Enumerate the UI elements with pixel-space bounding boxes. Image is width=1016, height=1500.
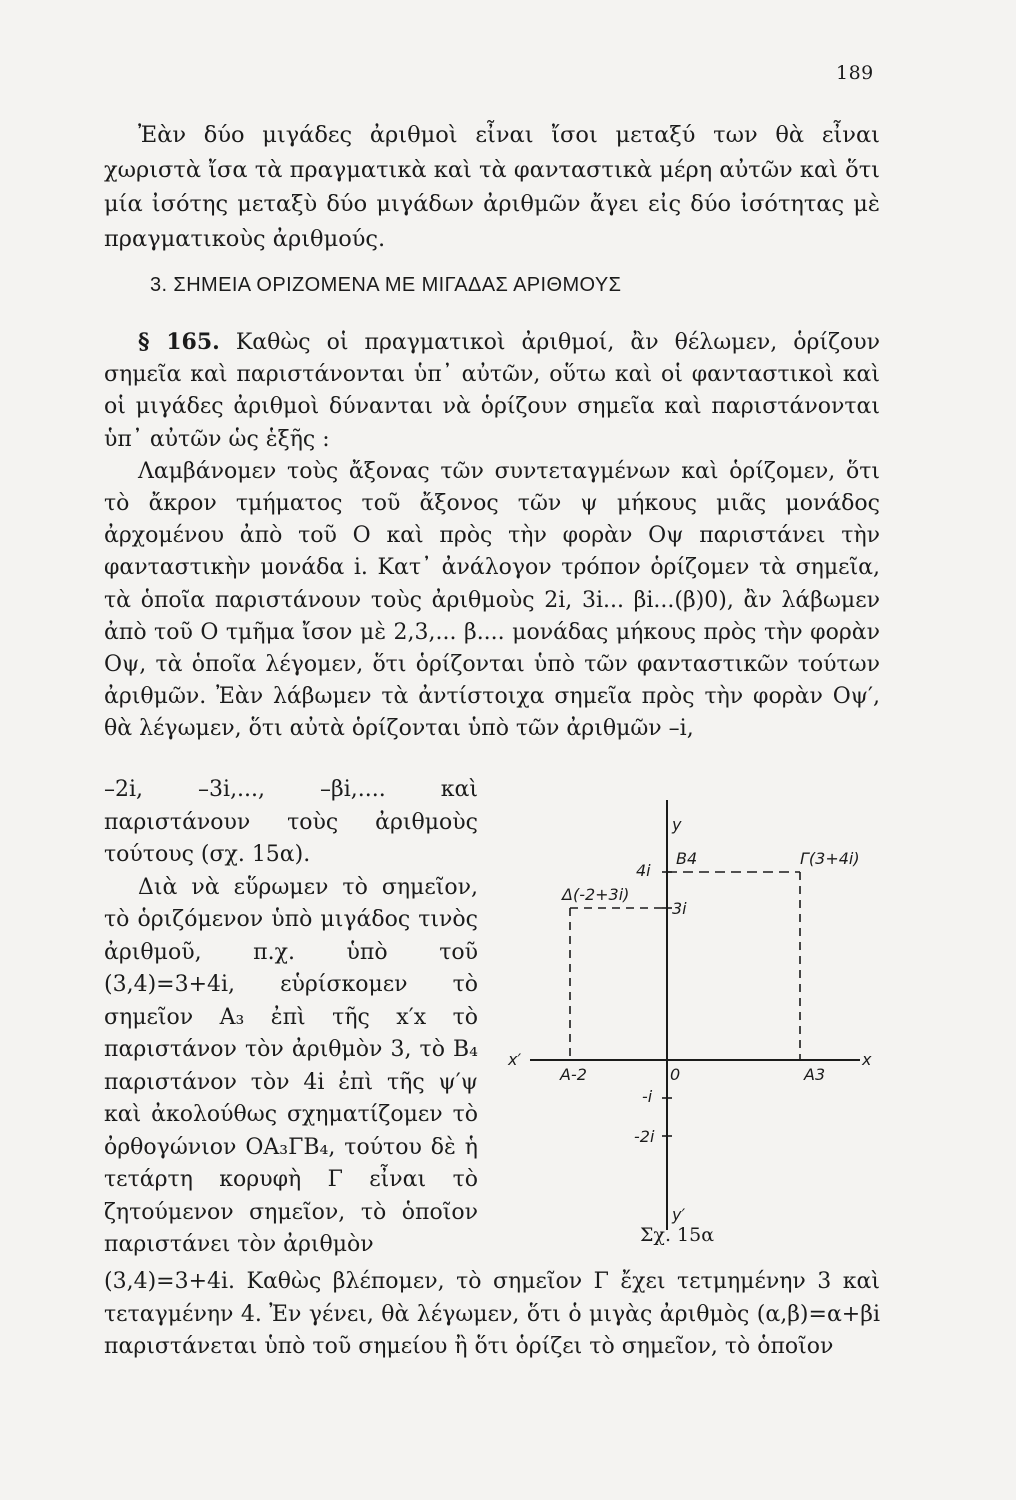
narrow-column <box>104 774 478 1262</box>
tick-label-minus-i: -i <box>642 1087 653 1106</box>
tick-label-4i: 4i <box>636 861 651 880</box>
section-body <box>104 326 880 746</box>
label-b4: B4 <box>676 849 698 868</box>
figure-15a <box>500 780 900 1250</box>
paragraph-165-text: Καθὼς οἱ πραγματικοὶ ἀριθμοί, ἂν θέλωμεν, ὁρίζουν σημεῖα καὶ παριστάνονται ὑπ᾽ αὐτῶν, οὕτω καὶ οἱ φανταστικοὶ καὶ οἱ μιγάδες ἀριθμοὶ δύνανται νὰ ὁρίζουν σημεῖα καὶ παριστάνονται ὑπ᾽ αὐτῶν ὡς ἑξῆς : <box>104 330 880 452</box>
narrow-line-a: –2i, –3i,..., –βi,.... καὶ παριστάνουν τοὺς ἀριθμοὺς τούτους (σχ. 15α). <box>104 777 478 867</box>
label-delta: Δ(-2+3i) <box>562 885 630 904</box>
section-heading: 3. ΣΗΜΕΙΑ ΟΡΙΖΟΜΕΝΑ ΜΕ ΜΙΓΑΔΑΣ ΑΡΙΘΜΟΥΣ <box>150 274 622 296</box>
paragraph-165 <box>104 326 880 456</box>
page-number: 189 <box>836 62 874 84</box>
tail-column <box>104 1266 880 1364</box>
label-y: y <box>672 815 682 834</box>
label-y-prime: y′ <box>672 1205 686 1224</box>
tail-text: (3,4)=3+4i. Καθὼς βλέπομεν, τὸ σημεῖον Γ ἔχει τετμημένην 3 καὶ τεταγμένην 4. Ἐν γένει, θὰ λέγωμεν, ὅτι ὁ μιγὰς ἀριθμὸς (α,β)=α+βi παριστάνεται ὑπὸ τοῦ σημείου ἢ ὅτι ὁρίζει τὸ σημεῖον, τὸ ὁποῖον <box>104 1269 880 1359</box>
complex-plane-diagram <box>500 780 900 1250</box>
paragraph-axes: Λαμβάνομεν τοὺς ἄξονας τῶν συντεταγμένων καὶ ὁρίζομεν, ὅτι τὸ ἄκρον τμήματος τοῦ ἄξονος τῶν ψ μήκους μιᾶς μονάδος ἀρχομένου ἀπὸ τοῦ Ο καὶ πρὸς τὴν φορὰν Οψ παριστάνει τὴν φανταστικὴν μονάδα i. Κατ᾽ ἀνάλογον τρόπον ὁρίζομεν τὰ σημεῖα, τὰ ὁποῖα παριστάνουν τοὺς ἀριθμοὺς 2i, 3i... βi...(β)0), ἂν λάβωμεν ἀπὸ τοῦ Ο τμῆμα ἴσον μὲ 2,3,... β.... μονάδας μήκους πρὸς τὴν φορὰν Οψ, τὰ ὁποῖα λέγομεν, ὅτι ὁρίζονται ὑπὸ τῶν φανταστικῶν τούτων ἀριθμῶν. Ἐὰν λάβωμεν τὰ ἀντίστοιχα σημεῖα πρὸς τὴν φορὰν Οψ′, θὰ λέγωμεν, ὅτι αὐτὰ ὁρίζονται ὑπὸ τῶν ἀριθμῶν –i, <box>104 458 880 742</box>
figure-caption: Σχ. 15α <box>640 1224 715 1246</box>
label-origin: 0 <box>670 1065 681 1084</box>
label-a3: A3 <box>804 1065 826 1084</box>
tick-label-3i: 3i <box>672 899 687 918</box>
section-number: § 165. <box>138 329 220 355</box>
tick-label-minus-2i: -2i <box>634 1127 655 1146</box>
label-gamma: Γ(3+4i) <box>800 849 860 868</box>
paragraph-point: Διὰ νὰ εὕρωμεν τὸ σημεῖον, τὸ ὁριζόμενον ὑπὸ μιγάδος τινὸς ἀριθμοῦ, π.χ. ὑπὸ τοῦ (3,4)=3+4i, εὑρίσκομεν τὸ σημεῖον Α₃ ἐπὶ τῆς x′x τὸ παριστάνον τὸν ἀριθμὸν 3, τὸ Β₄ παριστάνον τὸν 4i ἐπὶ τῆς ψ′ψ καὶ ἀκολούθως σχηματίζομεν τὸ ὀρθογώνιον ΟΑ₃ΓΒ₄, τούτου δὲ ἡ τετάρτη κορυφὴ Γ εἶναι τὸ ζητούμενον σημεῖον, τὸ ὁποῖον παριστάνει τὸν ἀριθμὸν <box>104 874 478 1257</box>
intro-paragraph <box>104 118 880 256</box>
label-x: x <box>862 1050 872 1069</box>
label-x-prime: x′ <box>508 1050 522 1069</box>
label-a-minus-2: A-2 <box>560 1065 587 1084</box>
intro-text: Ἐὰν δύο μιγάδες ἀριθμοὶ εἶναι ἴσοι μεταξύ των θὰ εἶναι χωριστὰ ἴσα τὰ πραγματικὰ καὶ τὰ φανταστικὰ μέρη αὐτῶν καὶ ὅτι μία ἰσότης μεταξὺ δύο μιγάδων ἀριθμῶν ἄγει εἰς δύο ἰσότητας μὲ πραγματικοὺς ἀριθμούς. <box>104 122 880 252</box>
